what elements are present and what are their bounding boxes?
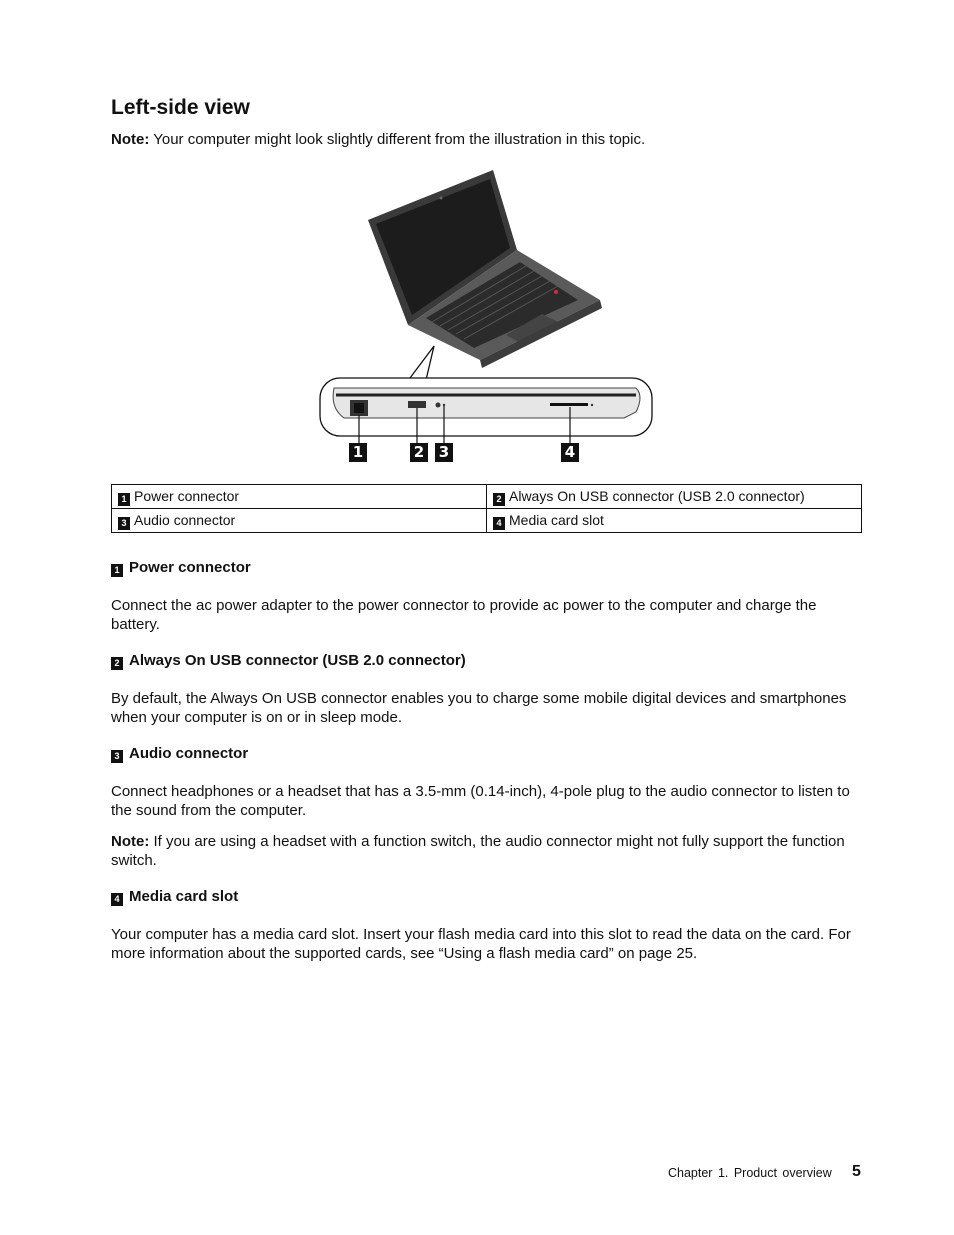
note-text: If you are using a headset with a function switch, the audio connector might not fully support the function switch. [111,833,845,869]
section-heading-usb [111,652,466,670]
section-body-usb: By default, the Always On USB connector enables you to charge some mobile digital devices and smartphones when your computer is on or in sleep mode. [111,690,847,726]
footer-chapter: Chapter 1. Product overview [668,1166,832,1180]
section-number: 2 [111,657,123,670]
section-number: 3 [111,750,123,763]
section-body-audio: Connect headphones or a headset that has a 3.5-mm (0.14-inch), 4-pole plug to the audio connector to listen to the sound from the computer. [111,783,850,819]
section-number: 4 [111,893,123,906]
section-heading-text: Audio connector [129,745,249,762]
legend-label: Power connector [134,487,240,504]
legend-cell [112,485,487,509]
section-body-media: Your computer has a media card slot. Insert your flash media card into this slot to read the data on the card. For more information about the supported cards, see “Using a flash media card” on page 25. [111,926,851,962]
callout-2: 2 [410,443,428,462]
legend-cell [487,485,862,509]
legend-cell [487,509,862,533]
section-body-power: Connect the ac power adapter to the power connector to provide ac power to the computer and charge the battery. [111,597,817,633]
note [111,131,863,150]
legend-number: 2 [493,493,505,506]
laptop-illustration [310,160,660,470]
legend-label: Media card slot [509,511,604,528]
laptop-drawing [310,160,660,470]
callout-4: 4 [561,443,579,462]
legend-number: 4 [493,517,505,530]
section-heading-text: Always On USB connector (USB 2.0 connector) [129,652,466,669]
legend-label: Always On USB connector (USB 2.0 connector) [509,487,805,504]
legend-label: Audio connector [134,511,236,528]
callout-3: 3 [435,443,453,462]
section-heading-power [111,559,251,577]
callout-1: 1 [349,443,367,462]
note-text: Your computer might look slightly different from the illustration in this topic. [149,131,646,148]
legend-number: 3 [118,517,130,530]
section-heading-audio [111,745,248,763]
legend-cell [112,509,487,533]
page-number: 5 [852,1163,861,1180]
legend-table [111,484,862,533]
table-row [112,485,862,509]
page-title: Left-side view [111,96,250,119]
section-heading-media [111,888,238,906]
legend-number: 1 [118,493,130,506]
section-number: 1 [111,564,123,577]
note-label: Note: [111,131,150,148]
note-label: Note: [111,833,150,850]
table-row [112,509,862,533]
section-heading-text: Power connector [129,559,251,576]
section-heading-text: Media card slot [129,888,239,905]
audio-note [111,833,863,870]
